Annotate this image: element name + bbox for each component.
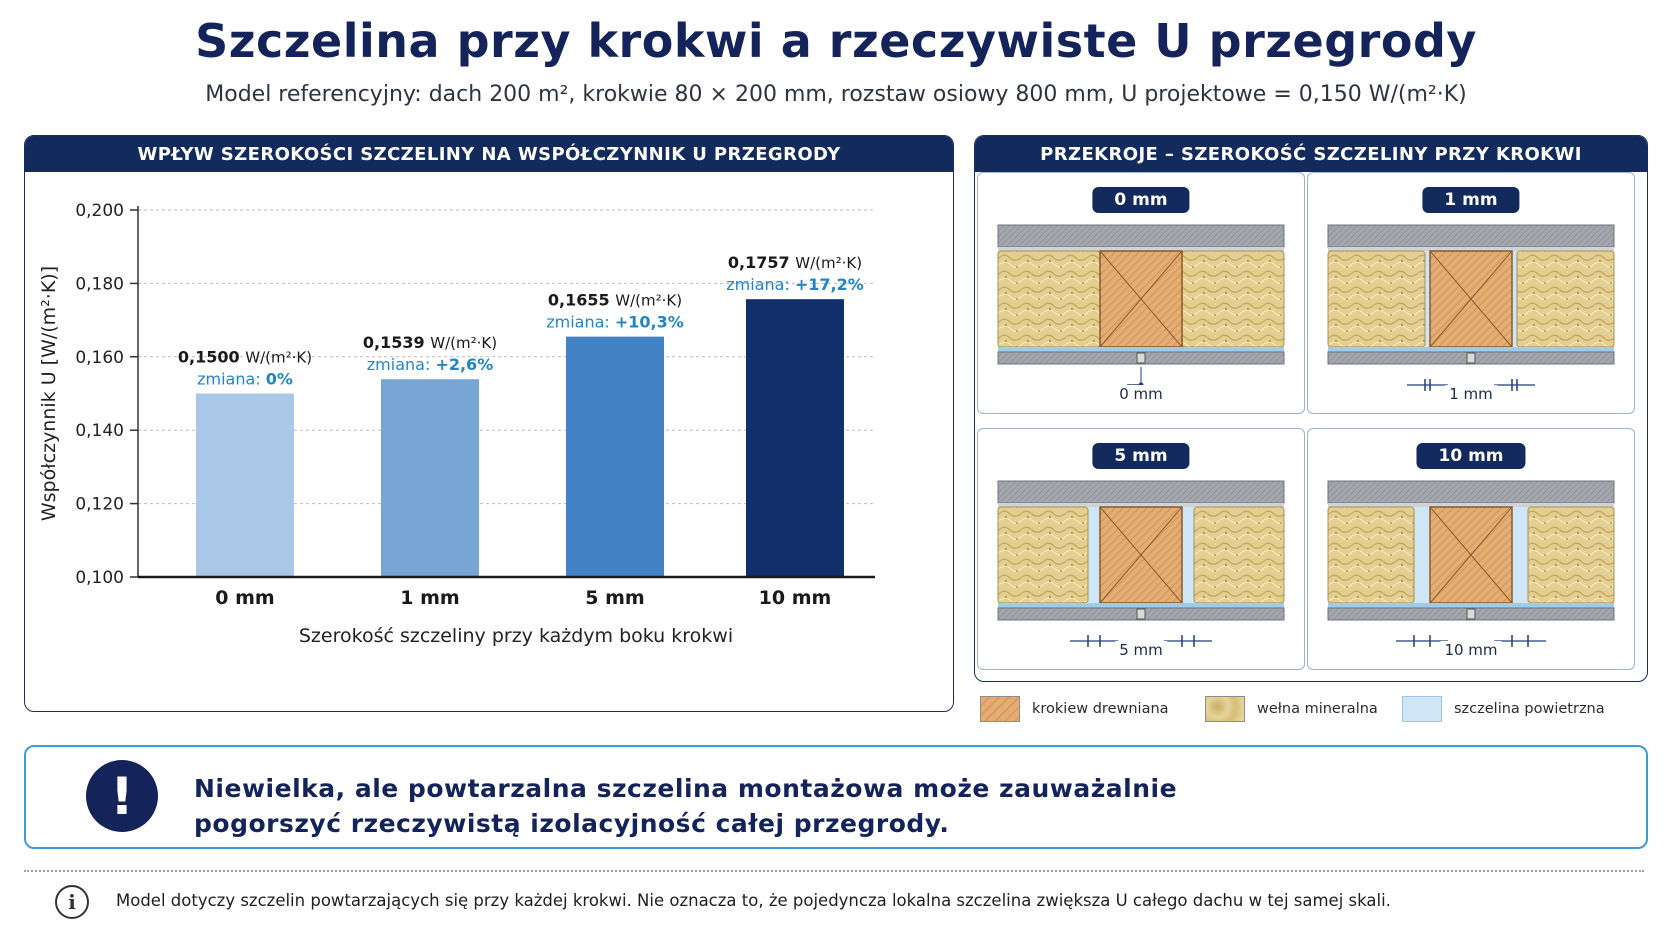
cross-section-card-10mm	[1307, 428, 1635, 670]
y-tick-label: 0,160	[75, 347, 124, 368]
cross-section-card-1mm	[1307, 172, 1635, 414]
footnote-divider	[24, 870, 1644, 872]
cross-section-badge: 0 mm	[1092, 187, 1189, 213]
top-board	[1328, 225, 1614, 247]
bar-value-label: 0,1757 W/(m²·K)	[727, 253, 863, 273]
x-axis-label: Szerokość szczeliny przy każdym boku krokwi	[298, 625, 734, 647]
bar-change-label: zmiana: +2,6%	[366, 355, 494, 375]
mineral-wool-left	[998, 507, 1088, 603]
key-message-line-2: pogorszyć rzeczywistą izolacyjność całej przegrody.	[194, 809, 950, 838]
bar-5mm	[566, 337, 664, 577]
bar-change-label: zmiana: +17,2%	[726, 275, 864, 295]
vapour-barrier	[1328, 347, 1614, 352]
cross-sections-panel	[974, 135, 1648, 682]
vapour-barrier	[998, 347, 1284, 352]
bar-value-label: 0,1500 W/(m²·K)	[177, 347, 313, 367]
legend-item-air-gap	[1402, 695, 1605, 723]
bar-value-label: 0,1655 W/(m²·K)	[547, 290, 683, 310]
y-tick-label: 0,120	[75, 494, 124, 515]
cross-section-dimension-label: 10 mm	[1440, 641, 1501, 659]
cross-section-dimension-label: 0 mm	[1115, 385, 1167, 403]
bar-value-label: 0,1539 W/(m²·K)	[362, 333, 498, 353]
chart-panel-heading: WPŁYW SZEROKOŚCI SZCZELINY NA WSPÓŁCZYNNIK U PRZEGRODY	[25, 136, 953, 172]
cross-sections-heading: PRZEKROJE – SZEROKOŚĆ SZCZELINY PRZY KROKWI	[975, 136, 1647, 172]
mineral-wool-right	[1182, 251, 1284, 347]
legend-item-wool	[1205, 695, 1378, 723]
chart-panel	[24, 135, 954, 712]
fastener	[1467, 353, 1475, 363]
vapour-barrier	[998, 603, 1284, 608]
bar-change-label: zmiana: +10,3%	[546, 312, 684, 332]
top-board	[998, 481, 1284, 503]
legend-swatch-wool	[1205, 696, 1245, 722]
air-gap-left	[1088, 507, 1100, 603]
key-message-line-1: Niewielka, ale powtarzalna szczelina montażowa może zauważalnie	[194, 774, 1178, 803]
page-title: Szczelina przy krokwi a rzeczywiste U przegrody	[195, 14, 1477, 68]
y-tick-label: 0,140	[75, 421, 124, 442]
mineral-wool-right	[1517, 251, 1614, 347]
y-tick-label: 0,100	[75, 568, 124, 588]
x-tick-label: 10 mm	[758, 587, 832, 609]
mineral-wool-left	[998, 251, 1100, 347]
legend-swatch-air-gap	[1402, 696, 1442, 722]
mineral-wool-left	[1328, 507, 1414, 603]
top-board	[998, 225, 1284, 247]
key-message-text	[194, 771, 1294, 841]
x-tick-label: 1 mm	[400, 587, 460, 609]
air-gap-right	[1512, 507, 1528, 603]
material-legend	[980, 695, 1640, 723]
exclamation-icon: !	[86, 760, 158, 832]
u-value-bar-chart	[25, 136, 953, 711]
cross-section-dimension-label: 1 mm	[1445, 385, 1497, 403]
fastener	[1137, 353, 1145, 363]
legend-label-air-gap: szczelina powietrzna	[1454, 701, 1605, 717]
vapour-barrier	[1328, 603, 1614, 608]
cross-section-badge: 10 mm	[1416, 443, 1525, 469]
legend-label-rafter: krokiew drewniana	[1032, 701, 1169, 717]
bar-0mm	[196, 394, 294, 578]
cross-section-dimension-label: 5 mm	[1115, 641, 1167, 659]
bar-1mm	[381, 379, 479, 577]
bar-10mm	[746, 299, 844, 577]
bar-change-label: zmiana: 0%	[197, 369, 293, 389]
cross-section-badge: 5 mm	[1092, 443, 1189, 469]
mineral-wool-right	[1528, 507, 1614, 603]
mineral-wool-right	[1194, 507, 1284, 603]
key-message-callout	[24, 745, 1648, 849]
legend-swatch-rafter	[980, 696, 1020, 722]
x-tick-label: 5 mm	[585, 587, 645, 609]
fastener	[1137, 609, 1145, 619]
x-tick-label: 0 mm	[215, 587, 275, 609]
top-board	[1328, 481, 1614, 503]
legend-label-wool: wełna mineralna	[1257, 701, 1378, 717]
y-axis-label: Współczynnik U [W/(m²·K)]	[38, 265, 60, 522]
cross-section-card-0mm	[977, 172, 1305, 414]
footnote-text: Model dotyczy szczelin powtarzających się przy każdej krokwi. Nie oznacza to, że pojedyncza lokalna szczelina zwiększa U całego dachu w tej samej skali.	[116, 891, 1391, 910]
air-gap-left	[1414, 507, 1430, 603]
air-gap-right	[1182, 507, 1194, 603]
page-subtitle: Model referencyjny: dach 200 m², krokwie 80 × 200 mm, rozstaw osiowy 800 mm, U projektowe = 0,150 W/(m²·K)	[205, 82, 1467, 107]
info-icon: i	[55, 885, 89, 919]
y-tick-label: 0,180	[75, 274, 124, 295]
y-tick-label: 0,200	[75, 201, 124, 221]
legend-item-rafter	[980, 695, 1169, 723]
cross-section-badge: 1 mm	[1422, 187, 1519, 213]
mineral-wool-left	[1328, 251, 1425, 347]
fastener	[1467, 609, 1475, 619]
cross-section-card-5mm	[977, 428, 1305, 670]
